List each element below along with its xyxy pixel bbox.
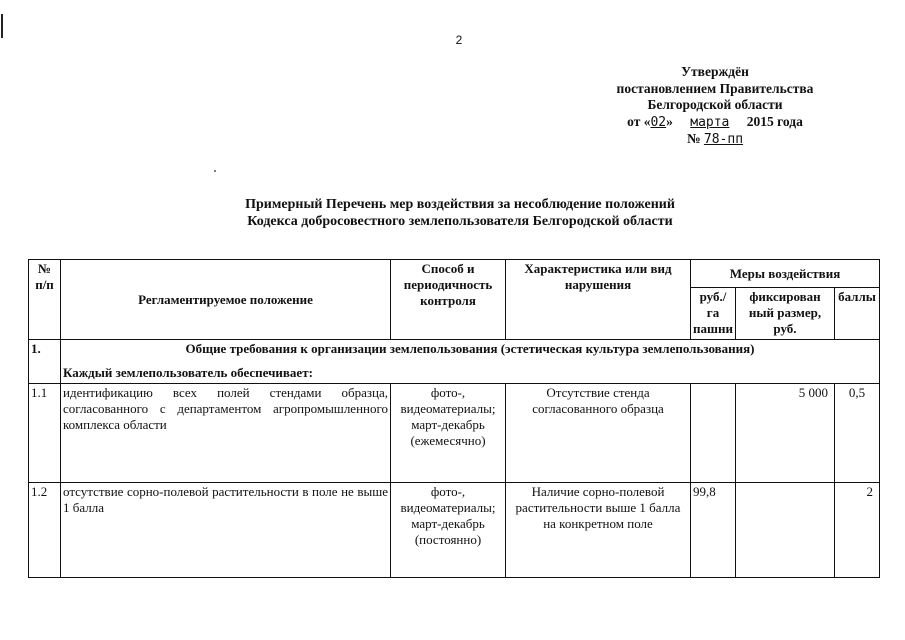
title-line-1: Примерный Перечень мер воздействия за несоблюдение положений <box>245 197 675 212</box>
row-regulation: идентификацию всех полей стендами образца, согласованного с департаментом агропромышленного комплекса области <box>61 384 391 483</box>
header-measures: Меры воздействия <box>691 260 880 288</box>
row-fixed: 5 000 <box>736 384 835 483</box>
table-row <box>29 483 880 578</box>
title-line-2: Кодекса добросовестного землепользователя Белгородской области <box>247 214 673 229</box>
section-subtitle: Каждый землепользователь обеспечивает: <box>63 365 313 380</box>
header-method: Способ и периодичность контроля <box>391 260 506 340</box>
row-regulation: отсутствие сорно-полевой растительности в поле не выше 1 балла <box>61 483 391 578</box>
date-suffix: 2015 года <box>746 113 803 129</box>
page-number: 2 <box>455 33 463 47</box>
section-cell <box>61 340 880 384</box>
scan-speck <box>214 170 216 172</box>
row-num: 1.2 <box>29 483 61 578</box>
header-regulation: Регламентируемое положение <box>61 260 391 340</box>
approval-line-3: Белгородской области <box>647 97 783 112</box>
date-prefix: от « <box>627 113 651 129</box>
date-mid: » <box>666 113 673 129</box>
header-points: баллы <box>835 288 880 340</box>
approval-line-2: постановлением Правительства <box>616 80 814 96</box>
row-points: 0,5 <box>835 384 880 483</box>
row-per-ha: 99,8 <box>691 483 736 578</box>
date-day: 02 <box>650 114 667 130</box>
section-num: 1. <box>29 340 61 384</box>
approval-stamp <box>590 64 840 149</box>
number-value: 78-пп <box>703 132 744 147</box>
approval-line-1: Утверждён <box>681 64 749 79</box>
row-characteristic: Отсутствие стенда согласованного образца <box>506 384 691 483</box>
header-per-ha: руб./ га пашни <box>691 288 736 340</box>
row-method: фото-, видеоматериалы; март-декабрь (постоянно) <box>391 483 506 578</box>
row-method: фото-, видеоматериалы; март-декабрь (ежемесячно) <box>391 384 506 483</box>
measures-table <box>28 259 880 578</box>
header-characteristic: Характеристика или вид нарушения <box>506 260 691 340</box>
document-title <box>120 196 800 230</box>
number-prefix: № <box>686 131 701 146</box>
section-title: Общие требования к организации землепользования (эстетическая культура землепользования) <box>185 341 755 356</box>
header-num: № п/п <box>29 260 61 340</box>
row-num: 1.1 <box>29 384 61 483</box>
approval-date-line <box>590 114 840 132</box>
row-per-ha <box>691 384 736 483</box>
row-fixed <box>736 483 835 578</box>
approval-number-line <box>590 131 840 149</box>
section-row <box>29 340 880 384</box>
table-row <box>29 384 880 483</box>
row-points: 2 <box>835 483 880 578</box>
table-header-row <box>29 260 880 288</box>
row-characteristic: Наличие сорно-полевой растительности выше 1 балла на конкретном поле <box>506 483 691 578</box>
date-month: марта <box>690 114 730 130</box>
header-fixed: фиксирован ный размер, руб. <box>736 288 835 340</box>
page-edge-mark <box>1 14 3 38</box>
